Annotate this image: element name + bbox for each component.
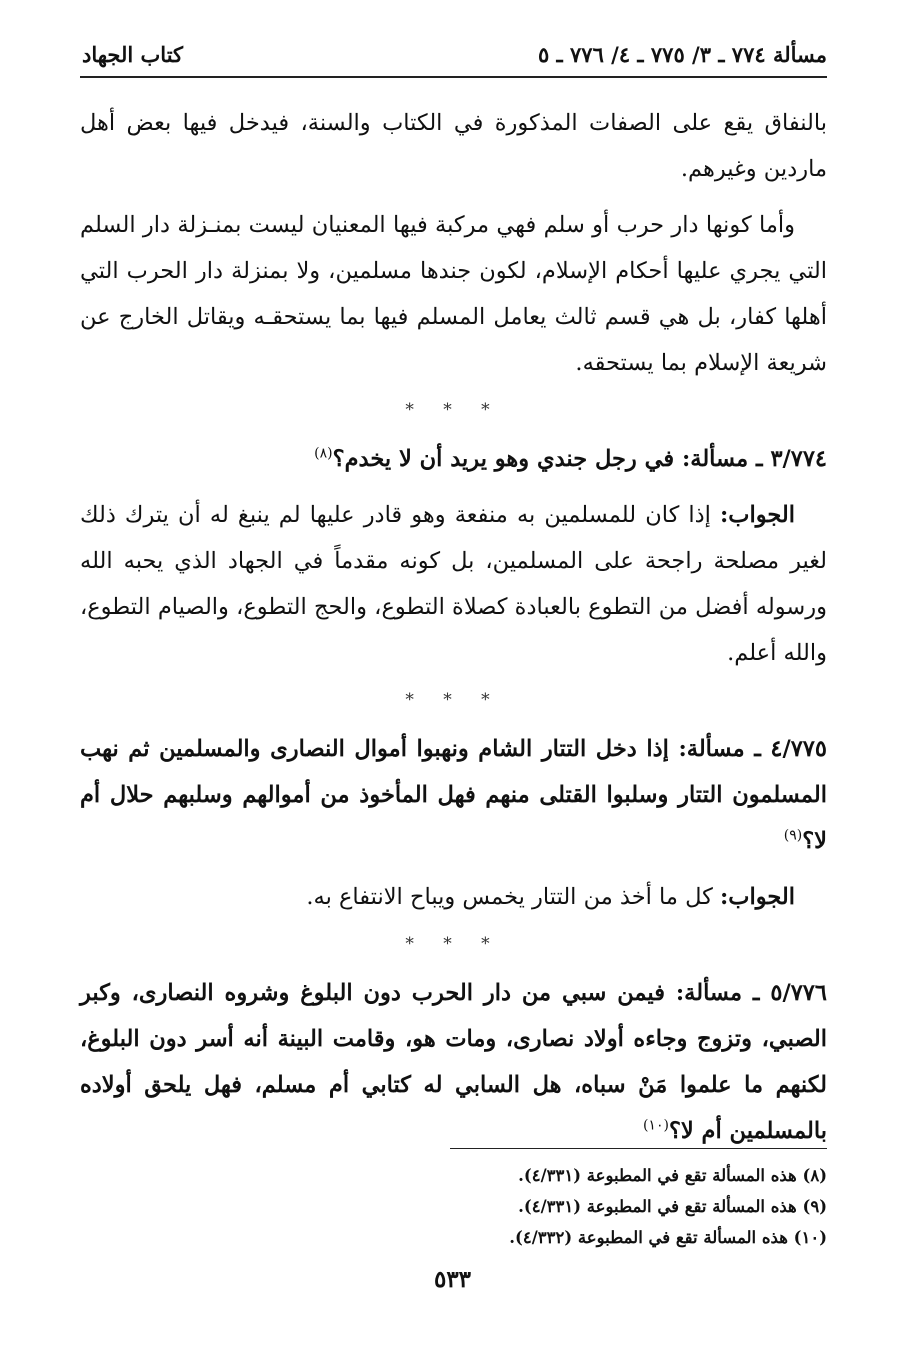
section-separator: * * * bbox=[405, 400, 502, 420]
footnotes bbox=[80, 1160, 827, 1253]
answer-775 bbox=[80, 874, 827, 920]
page-body bbox=[80, 100, 827, 1154]
footnote-ref[interactable]: (٨) bbox=[314, 445, 333, 462]
question-label: ـ مسألة: bbox=[681, 446, 763, 472]
page-number: ٥٣٣ bbox=[433, 1266, 472, 1293]
footnote-8: (٨) هذه المسألة تقع في المطبوعة (٤/٣٣١). bbox=[518, 1166, 827, 1185]
question-text: فيمن سبي من دار الحرب دون البلوغ وشروه النصارى، وكبر الصبي، وتزوج وجاءه أولاد نصارى، ومات هو، وقامت البينة أنه أسر دون البلوغ، لكنهم ما علموا مَنْ سباه، هل السابي له كتابي أم مسلم، فهل يلحق أولاده بالمسلمين أم لا؟ bbox=[80, 980, 827, 1144]
question-label: ـ مسألة: bbox=[678, 736, 761, 762]
footnote-divider bbox=[450, 1148, 827, 1149]
paragraph-continued: بالنفاق يقع على الصفات المذكورة في الكتاب والسنة، فيدخل فيها بعض أهل ماردين وغيرهم. bbox=[80, 110, 827, 182]
question-number: ٤/٧٧٥ bbox=[770, 736, 827, 762]
question-label: ـ مسألة: bbox=[675, 980, 760, 1006]
footnote-ref[interactable]: (٩) bbox=[783, 827, 803, 844]
answer-label: الجواب: bbox=[720, 884, 795, 910]
section-separator: * * * bbox=[405, 690, 502, 710]
answer-text: إذا كان للمسلمين به منفعة وهو قادر عليها لم ينبغ له أن يترك ذلك لغير مصلحة راجحة على المسلمين، بل كونه مقدماً في الجهاد الذي يحبه الله ورسوله أفضل من التطوع بالعبادة كصلاة التطوع، والحج التطوع، والصيام التطوع، والله أعلم. bbox=[80, 502, 827, 666]
section-separator: * * * bbox=[405, 934, 502, 954]
footnote-10: (١٠) هذه المسألة تقع في المطبوعة (٤/٣٣٢). bbox=[509, 1228, 827, 1247]
footnote-9: (٩) هذه المسألة تقع في المطبوعة (٤/٣٣١). bbox=[518, 1197, 827, 1216]
question-775 bbox=[80, 726, 827, 864]
header-book-title: كتاب الجهاد bbox=[82, 42, 184, 67]
question-774 bbox=[80, 436, 827, 482]
question-text: في رجل جندي وهو يريد أن لا يخدم؟ bbox=[332, 446, 675, 472]
running-header bbox=[80, 40, 827, 78]
question-text: إذا دخل التتار الشام ونهبوا أموال النصارى والمسلمين ثم نهب المسلمون التتار وسلبوا القتلى منهم فهل المأخوذ من أموالهم وسلبهم حلال أم لا؟ bbox=[80, 736, 827, 854]
answer-text: كل ما أخذ من التتار يخمس ويباح الانتفاع به. bbox=[306, 884, 713, 910]
paragraph-dar-status: وأما كونها دار حرب أو سلم فهي مركبة فيها المعنيان ليست بمنـزلة دار السلم التي يجري عليها أحكام الإسلام، لكون جندها مسلمين، ولا بمنزلة دار الحرب التي أهلها كفار، بل هي قسم ثالث يعامل المسلم فيها بما يستحقـه ويقاتل الخارج عن شريعة الإسلام بما يستحقه. bbox=[80, 212, 827, 376]
answer-774 bbox=[80, 492, 827, 676]
question-number: ٣/٧٧٤ bbox=[770, 446, 827, 472]
question-776 bbox=[80, 970, 827, 1154]
answer-label: الجواب: bbox=[720, 502, 795, 528]
header-section-ref: مسألة ٧٧٤ ـ ٣/ ٧٧٥ ـ ٤/ ٧٧٦ ـ ٥ bbox=[537, 42, 827, 67]
question-number: ٥/٧٧٦ bbox=[770, 980, 827, 1006]
footnote-ref[interactable]: (١٠) bbox=[642, 1117, 669, 1134]
